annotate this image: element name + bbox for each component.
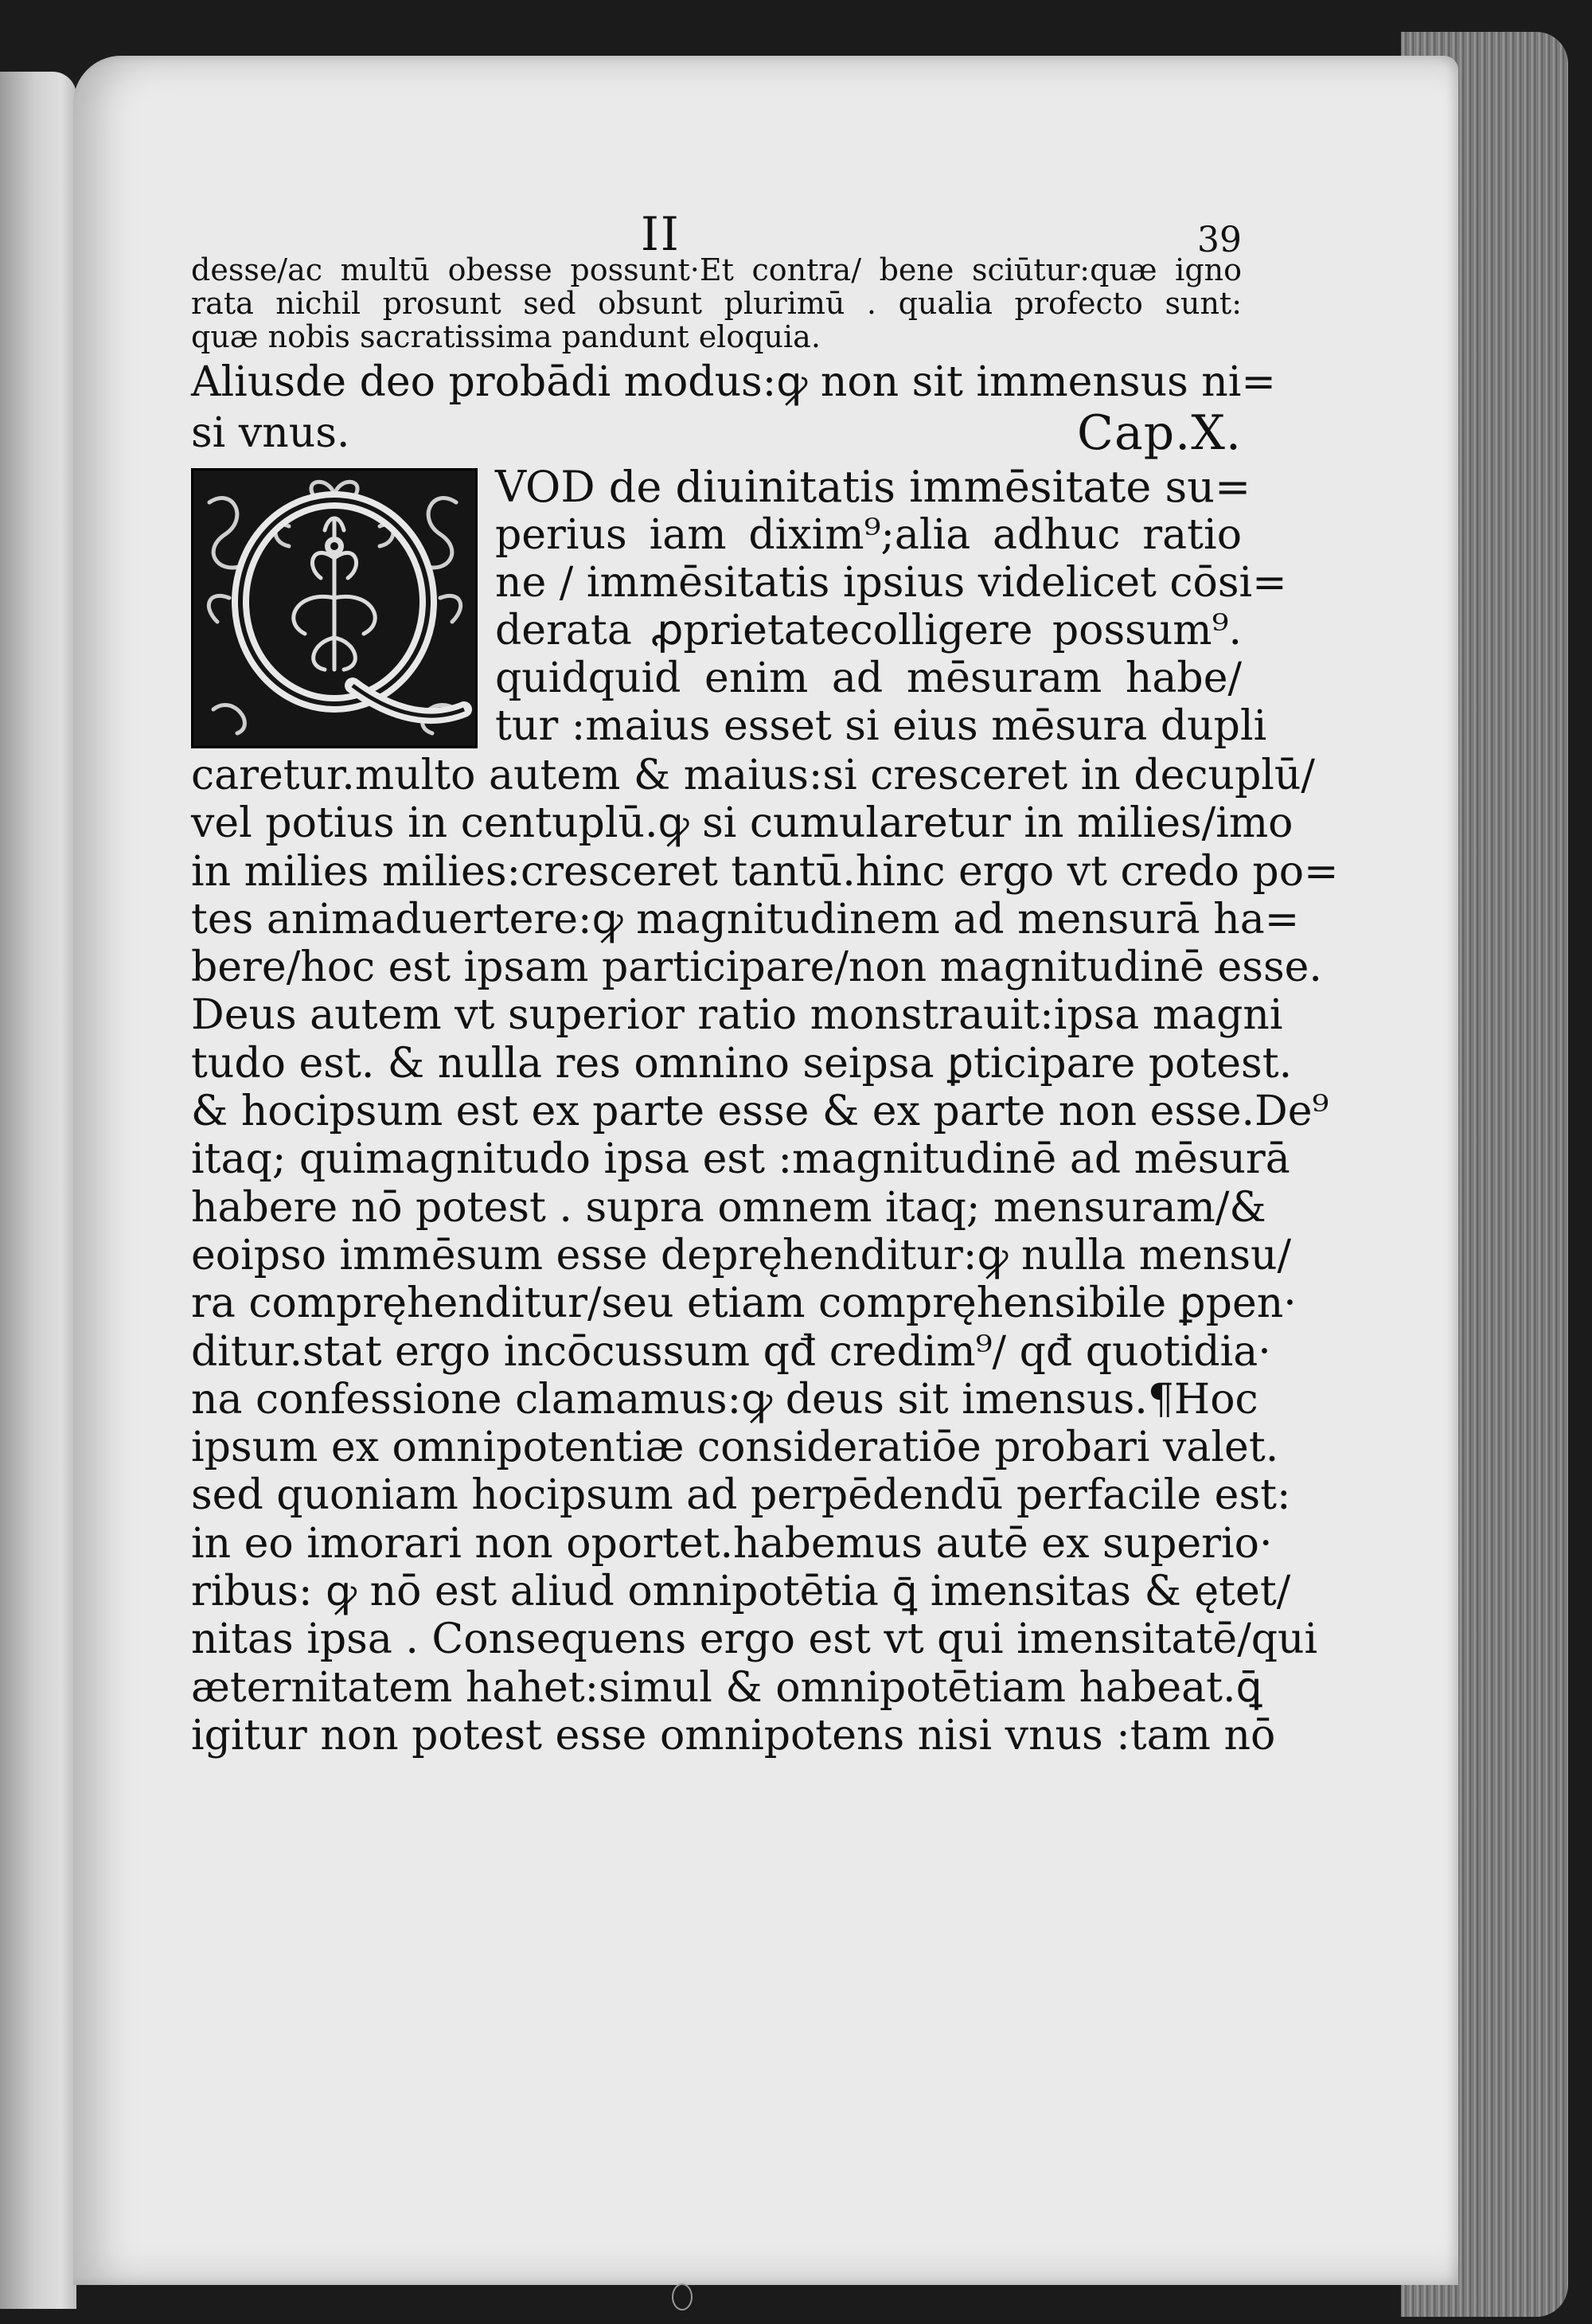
text-line: bere/hoc est ipsam participare/non magnitudinē esse. (191, 943, 1322, 992)
page-number: 39 (1197, 220, 1242, 260)
text-line: VOD de diuinitatis immēsitate su= (495, 462, 1251, 512)
previous-chapter-ending (191, 253, 1242, 353)
text-line: rata nichil prosunt sed obsunt plurimū . qualia profecto sunt: (191, 286, 1242, 321)
text-line: igitur non potest esse omnipotens nisi vnus :tam nō (191, 1711, 1276, 1760)
chapter-number: Cap.X. (1077, 405, 1242, 461)
heading-line-end: si vnus. (191, 409, 350, 457)
heading-line (191, 405, 1242, 461)
text-line: æternitatem hahet:simul & omnipotētiam habeat.ꝗ̄ (191, 1663, 1262, 1712)
text-line: caretur.multo autem & maius:si cresceret in decuplū/ (191, 752, 1315, 799)
text-line: & hocipsum est ex parte esse & ex parte non esse.De⁹ (191, 1088, 1329, 1136)
text-line: quidquid enim ad mēsuram habe/ (495, 654, 1242, 702)
text-line: eoipso immēsum esse depręhenditur:ꝙ nulla mensu/ (191, 1231, 1292, 1279)
text-line: itaq; quimagnitudo ipsa est :magnitudinē ad mēsurā (191, 1135, 1290, 1184)
running-head (191, 207, 1242, 261)
text-line: ra compręhenditur/seu etiam compręhensibile ꝑpen· (191, 1279, 1297, 1328)
text-line: vel potius in centuplū.ꝙ si cumularetur in milies/imo (191, 799, 1294, 848)
text-line: ditur.stat ergo incōcussum qđ credim⁹/ qđ quotidia· (191, 1327, 1271, 1376)
text-line: in milies milies:cresceret tantū.hinc ergo vt credo po= (191, 847, 1339, 896)
text-line: ipsum ex omnipotentiæ consideratiōe probari valet. (191, 1424, 1279, 1472)
text-line: nitas ipsa . Consequens ergo est vt qui imensitatē/qui (191, 1615, 1318, 1664)
decorated-initial-q-icon (191, 468, 478, 748)
text-line: tur :maius esset si eius mēsura dupli (495, 702, 1267, 750)
text-line: sed quoniam hocipsum ad perpēdendū perfacile est: (191, 1471, 1291, 1520)
text-line: ribus: ꝙ nō est aliud omnipotētia ꝗ̄ imensitas & ętet/ (191, 1568, 1291, 1616)
text-line: quæ nobis sacratissima pandunt eloquia. (191, 319, 821, 354)
initial-paragraph-lines (495, 462, 1287, 750)
text-block (191, 207, 1339, 1760)
heading-line: Aliusde deo probādi modus:ꝙ non sit immensus ni= (191, 358, 1276, 406)
text-line: tes animaduertere:ꝙ magnitudinem ad mensurā ha= (191, 895, 1300, 943)
paper-blemish (672, 2283, 693, 2310)
text-line: perius iam dixim⁹;alia adhuc ratio (495, 511, 1242, 559)
text-line: habere nō potest . supra omnem itaq; mensuram/& (191, 1183, 1266, 1232)
text-line: derata ꝓprietatecolligere possum⁹. (495, 607, 1242, 654)
opening-paragraph (191, 462, 1287, 752)
text-line: in eo imorari non oportet.habemus autē ex superio· (191, 1519, 1273, 1568)
text-line: ne / immēsitatis ipsius videlicet cōsi= (495, 559, 1287, 607)
text-line: desse/ac multū obesse possunt·Et contra/ bene sciūtur:quæ igno (191, 252, 1242, 287)
previous-page-edge (0, 72, 76, 2309)
text-line: Deus autem vt superior ratio monstrauit:ipsa magni (191, 991, 1283, 1040)
chapter-heading (191, 357, 1276, 461)
book-page (73, 56, 1458, 2285)
text-line: tudo est. & nulla res omnino seipsa ꝑticipare potest. (191, 1039, 1293, 1088)
text-line: na confessione clamamus:ꝙ deus sit imensus.¶Hoc (191, 1375, 1258, 1424)
signature-mark: II (641, 207, 681, 261)
body-text (191, 752, 1339, 1760)
